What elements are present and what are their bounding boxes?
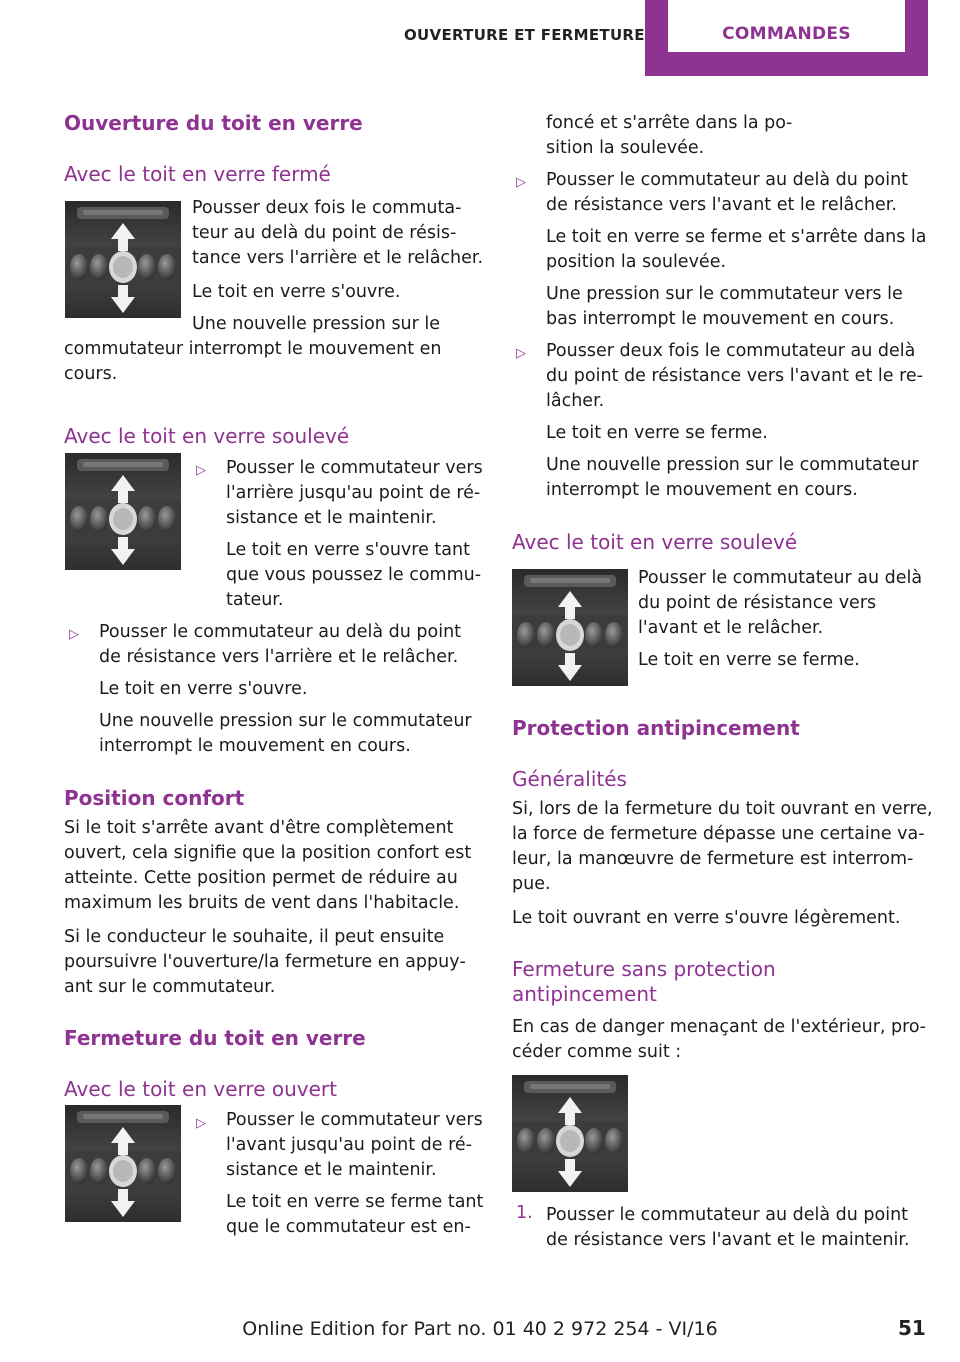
general-p1-line4: pue. [512,874,551,894]
closed-p3-line2: commutateur interrompt le mouvement en [64,339,442,359]
closed-p1-line2: teur au delà du point de résis‐ [192,223,457,243]
page-number: 51 [898,1316,926,1340]
b2-sub1-line2: position la soulevée. [546,252,727,272]
subheading-closed-roof: Avec le toit en verre fermé [64,162,331,186]
heading-antipinch: Protection antipincement [512,716,800,740]
noprot-p-line1: En cas de danger menaçant de l'extérieur, pro‐ [512,1017,926,1037]
step1-line2: de résistance vers l'avant et le maintenir. [546,1230,910,1250]
heading-closing: Fermeture du toit en verre [64,1026,366,1050]
general-p2: Le toit ouvrant en verre s'ouvre légèrement. [512,908,901,928]
raised-p1-line2: du point de résistance vers [638,593,877,613]
comfort-p2-line2: poursuivre l'ouverture/la fermeture en appuy‐ [64,952,466,972]
raised-b1-line2: l'arrière jusqu'au point de ré‐ [226,483,481,503]
comfort-p2-line1: Si le conducteur le souhaite, il peut ensuite [64,927,445,947]
raised-p1-line1: Pousser le commutateur au delà [638,568,923,588]
roof-switch-illustration [65,1105,181,1222]
raised-b1-line3: sistance et le maintenir. [226,508,437,528]
roof-switch-illustration [65,453,181,570]
cont-line2: sition la soulevée. [546,138,705,158]
raised-b2-sub2-line1: Une nouvelle pression sur le commutateur [99,711,472,731]
raised-b2-sub2-line2: interrompt le mouvement en cours. [99,736,411,756]
b3-sub2-line1: Une nouvelle pression sur le commutateur [546,455,919,475]
comfort-p2-line3: ant sur le commutateur. [64,977,276,997]
closed-p1-line1: Pousser deux fois le commuta‐ [192,198,462,218]
closed-p2: Le toit en verre s'ouvre. [192,282,401,302]
subheading-raised-roof: Avec le toit en verre soulevé [64,424,350,448]
heading-comfort: Position confort [64,786,245,810]
closed-p3-line1: Une nouvelle pression sur le [192,314,441,334]
footer-edition: Online Edition for Part no. 01 40 2 972 254 - VI/16 [242,1318,718,1340]
raised-b1-sub-line2: que vous poussez le commu‐ [226,565,482,585]
comfort-p1-line1: Si le toit s'arrête avant d'être complètement [64,818,454,838]
comfort-p1-line4: maximum les bruits de vent dans l'habitacle. [64,893,460,913]
bullet-icon: ▷ [516,346,526,361]
b3-line2: du point de résistance vers l'avant et le re‐ [546,366,923,386]
roof-switch-illustration [65,201,181,318]
comfort-p1-line3: atteinte. Cette position permet de réduire au [64,868,458,888]
b2-line1: Pousser le commutateur au delà du point [546,170,909,190]
section-title: OUVERTURE ET FERMETURE [404,26,645,44]
bullet-icon: ▷ [516,175,526,190]
raised-b2-sub1: Le toit en verre s'ouvre. [99,679,308,699]
subheading-raised-roof-close: Avec le toit en verre soulevé [512,530,798,554]
step-number: 1. [516,1203,533,1223]
raised-p1-line3: l'avant et le relâcher. [638,618,824,638]
raised-b1-line1: Pousser le commutateur vers [226,458,483,478]
roof-switch-illustration [512,1075,628,1192]
b3-line1: Pousser deux fois le commutateur au delà [546,341,916,361]
noprot-p-line2: céder comme suit : [512,1042,682,1062]
opened-b1-line3: sistance et le maintenir. [226,1160,437,1180]
opened-b1-sub-line2: que le commutateur est en‐ [226,1217,471,1237]
closed-p1-line3: tance vers l'arrière et le relâcher. [192,248,484,268]
subheading-noprotection-line2: antipincement [512,982,657,1006]
heading-opening: Ouverture du toit en verre [64,111,363,135]
opened-b1-sub-line1: Le toit en verre se ferme tant [226,1192,484,1212]
opened-b1-line2: l'avant jusqu'au point de ré‐ [226,1135,472,1155]
b3-sub1: Le toit en verre se ferme. [546,423,768,443]
b2-sub2-line1: Une pression sur le commutateur vers le [546,284,903,304]
chapter-tab-label: COMMANDES [722,24,851,44]
opened-b1-line1: Pousser le commutateur vers [226,1110,483,1130]
closed-p3-line3: cours. [64,364,118,384]
general-p1-line2: la force de fermeture dépasse une certaine va‐ [512,824,925,844]
subheading-noprotection-line1: Fermeture sans protection [512,957,776,981]
raised-b1-sub-line1: Le toit en verre s'ouvre tant [226,540,470,560]
bullet-icon: ▷ [196,1116,206,1131]
subheading-opened-roof: Avec le toit en verre ouvert [64,1077,337,1101]
bullet-icon: ▷ [196,463,206,478]
b2-line2: de résistance vers l'avant et le relâcher. [546,195,897,215]
general-p1-line1: Si, lors de la fermeture du toit ouvrant en verre, [512,799,933,819]
b2-sub1-line1: Le toit en verre se ferme et s'arrête dans la [546,227,927,247]
b3-sub2-line2: interrompt le mouvement en cours. [546,480,858,500]
raised-b2-line1: Pousser le commutateur au delà du point [99,622,462,642]
roof-switch-illustration [512,569,628,686]
raised-b1-sub-line3: tateur. [226,590,284,610]
bullet-icon: ▷ [69,627,79,642]
comfort-p1-line2: ouvert, cela signifie que la position confort est [64,843,472,863]
raised-b2-line2: de résistance vers l'arrière et le relâcher. [99,647,459,667]
b2-sub2-line2: bas interrompt le mouvement en cours. [546,309,895,329]
subheading-general: Généralités [512,767,627,791]
raised-p2: Le toit en verre se ferme. [638,650,860,670]
step1-line1: Pousser le commutateur au delà du point [546,1205,909,1225]
general-p1-line3: leur, la manœuvre de fermeture est interrom‐ [512,849,914,869]
cont-line1: foncé et s'arrête dans la po‐ [546,113,793,133]
b3-line3: lâcher. [546,391,605,411]
